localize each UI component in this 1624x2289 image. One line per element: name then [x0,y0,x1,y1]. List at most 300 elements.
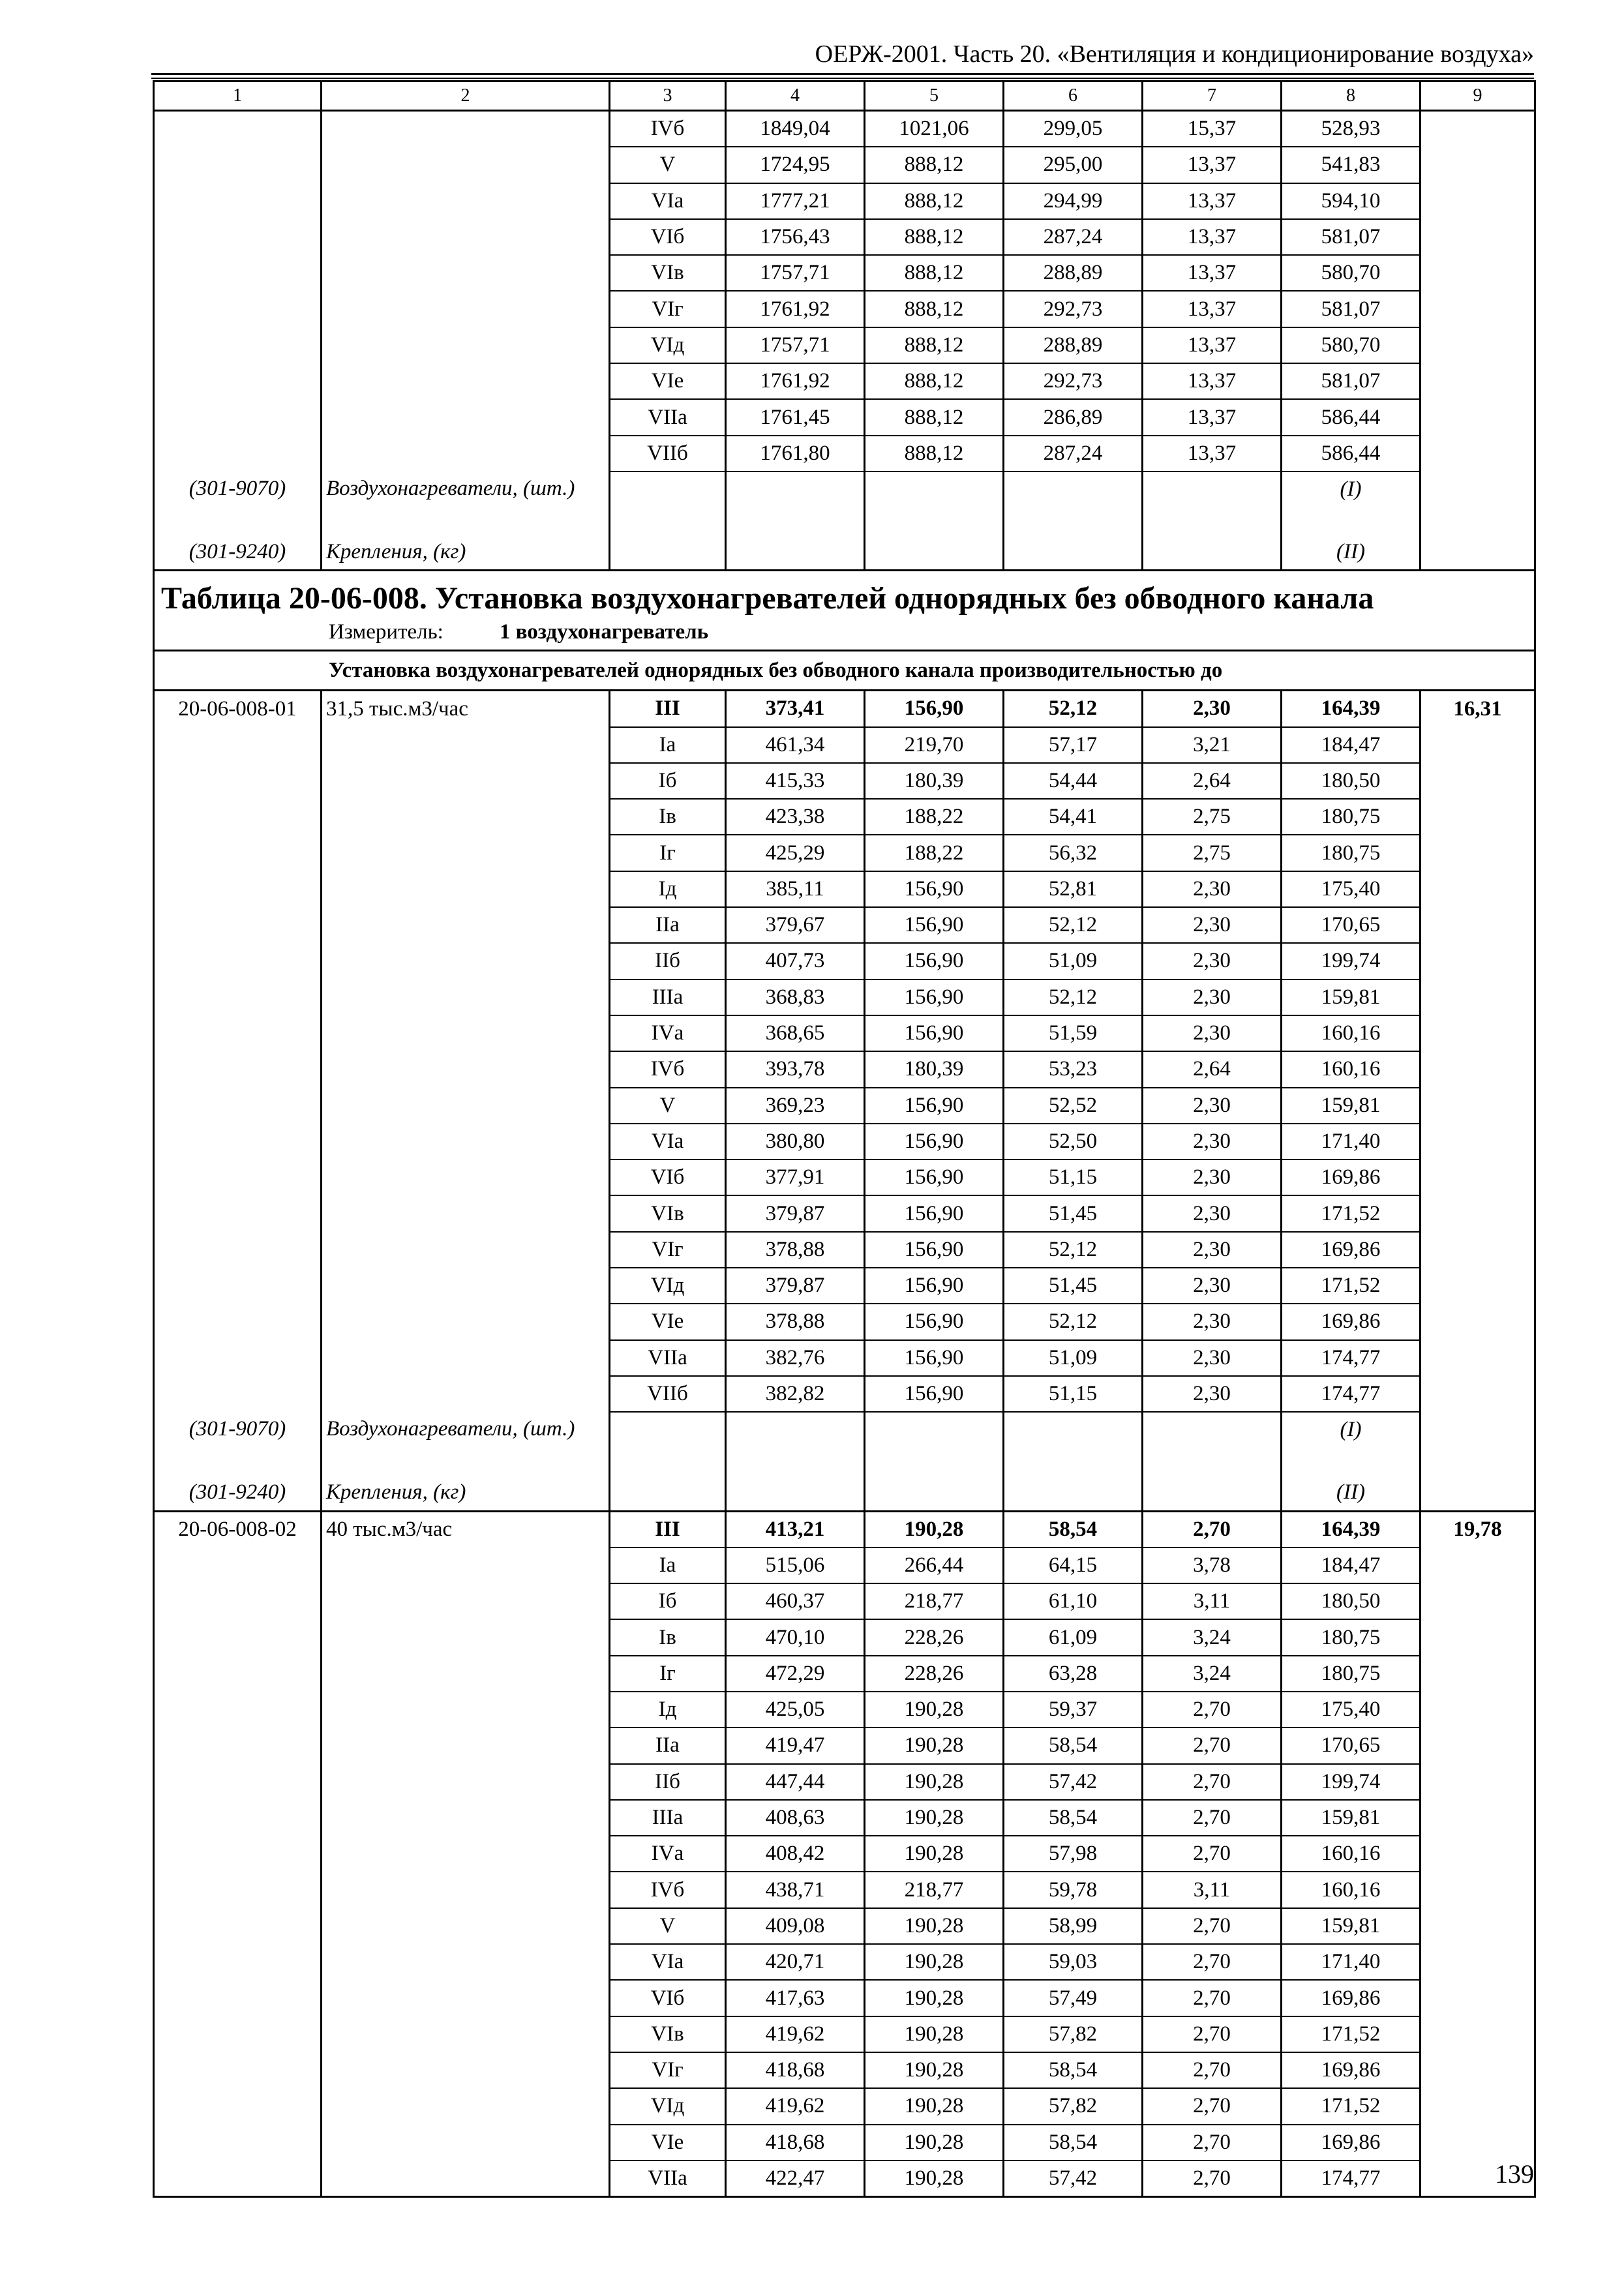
measure-value: 1 воздухонагреватель [499,620,709,644]
operator-wage-cell: 2,70 [1143,2125,1282,2161]
machine-cost-cell: 51,15 [1004,1159,1143,1195]
item-code [154,399,322,435]
labor-hours-cell [1421,1304,1535,1339]
material-cost-cell: 180,50 [1282,1583,1421,1619]
labor-cost-cell: 180,39 [865,1051,1004,1087]
total-cost-cell: 425,29 [726,835,865,871]
item-code: 20-06-008-01 [154,691,322,727]
labor-hours-cell [1421,1692,1535,1728]
zone-cell: Iд [610,1692,726,1728]
zone-cell: VIв [610,255,726,291]
empty-cell [1421,1412,1535,1475]
item-name [322,1304,610,1339]
empty-cell [726,535,865,571]
machine-cost-cell: 58,54 [1004,1728,1143,1763]
table-row [154,727,1535,763]
labor-hours-cell [1421,147,1535,183]
column-number: 4 [726,82,865,111]
zone-cell: VIд [610,327,726,363]
material-name: Крепления, (кг) [322,535,610,571]
labor-cost-cell: 180,39 [865,763,1004,799]
zone-cell: Iа [610,1548,726,1583]
table-row [154,1124,1535,1159]
item-code [154,255,322,291]
material-cost-cell: 581,07 [1282,363,1421,399]
operator-wage-cell: 2,70 [1143,1692,1282,1728]
material-cost-cell: 160,16 [1282,1015,1421,1051]
empty-cell [1421,471,1535,535]
material-cost-cell: 159,81 [1282,1088,1421,1124]
page-number: 139 [1495,2159,1534,2189]
labor-cost-cell: 188,22 [865,835,1004,871]
labor-cost-cell: 1021,06 [865,111,1004,147]
machine-cost-cell: 54,41 [1004,799,1143,835]
material-cost-cell: 169,86 [1282,1159,1421,1195]
table-row [154,1619,1535,1655]
material-code: (301-9070) [154,1412,322,1475]
item-name [322,1800,610,1836]
labor-hours-cell [1421,1583,1535,1619]
item-code [154,1980,322,2016]
item-code [154,943,322,979]
table-row [154,255,1535,291]
total-cost-cell: 1757,71 [726,327,865,363]
operator-wage-cell: 2,70 [1143,2016,1282,2052]
item-name [322,1268,610,1304]
zone-cell: VIб [610,1159,726,1195]
total-cost-cell: 1757,71 [726,255,865,291]
labor-cost-cell: 156,90 [865,1015,1004,1051]
material-cost-cell: 159,81 [1282,980,1421,1015]
item-code [154,1340,322,1376]
table-row [154,763,1535,799]
zone-cell: IVб [610,1872,726,1908]
table-row [154,1944,1535,1980]
operator-wage-cell: 2,70 [1143,1728,1282,1763]
material-cost-cell: 171,40 [1282,1124,1421,1159]
total-cost-cell: 470,10 [726,1619,865,1655]
labor-cost-cell: 188,22 [865,799,1004,835]
item-name [322,763,610,799]
item-name [322,2052,610,2088]
item-code [154,291,322,327]
material-cost-cell: 169,86 [1282,1304,1421,1339]
zone-cell: IVа [610,1836,726,1872]
operator-wage-cell: 2,70 [1143,1511,1282,1548]
zone-cell: VIа [610,1124,726,1159]
material-cost-cell: 159,81 [1282,1800,1421,1836]
column-number: 3 [610,82,726,111]
machine-cost-cell: 288,89 [1004,255,1143,291]
operator-wage-cell: 15,37 [1143,111,1282,147]
item-code [154,1908,322,1944]
labor-cost-cell: 156,90 [865,1232,1004,1268]
zone-cell: VIIа [610,399,726,435]
empty-cell [865,1412,1004,1475]
item-code: 20-06-008-02 [154,1511,322,1548]
labor-cost-cell: 190,28 [865,2016,1004,2052]
material-cost-cell: 175,40 [1282,1692,1421,1728]
table-row [154,943,1535,979]
total-cost-cell: 377,91 [726,1159,865,1195]
item-code [154,327,322,363]
item-code [154,2016,322,2052]
empty-cell [1143,1412,1282,1475]
machine-cost-cell: 56,32 [1004,835,1143,871]
item-name [322,1619,610,1655]
item-code [154,1872,322,1908]
operator-wage-cell: 2,30 [1143,1195,1282,1231]
item-name [322,1944,610,1980]
total-cost-cell: 423,38 [726,799,865,835]
labor-hours-cell [1421,1340,1535,1376]
zone-cell: III [610,1511,726,1548]
column-number: 1 [154,82,322,111]
zone-cell: VIв [610,1195,726,1231]
table-title: Таблица 20-06-008. Установка воздухонагревателей однорядных без обводного канала [161,581,1374,616]
zone-cell: VIIа [610,2161,726,2197]
item-code [154,363,322,399]
table-row [154,1159,1535,1195]
labor-cost-cell: 190,28 [865,1980,1004,2016]
material-cost-cell: 175,40 [1282,871,1421,907]
item-code [154,1015,322,1051]
item-code [154,1619,322,1655]
column-number: 7 [1143,82,1282,111]
operator-wage-cell: 2,70 [1143,1836,1282,1872]
total-cost-cell: 425,05 [726,1692,865,1728]
total-cost-cell: 413,21 [726,1511,865,1548]
table-row [154,363,1535,399]
machine-cost-cell: 58,54 [1004,1800,1143,1836]
labor-cost-cell: 190,28 [865,1764,1004,1800]
table-row [154,980,1535,1015]
table-row [154,1764,1535,1800]
machine-cost-cell: 52,12 [1004,980,1143,1015]
labor-cost-cell: 190,28 [865,1728,1004,1763]
material-code: (301-9070) [154,471,322,535]
item-name [322,1124,610,1159]
zone-cell: Iв [610,1619,726,1655]
item-code [154,1088,322,1124]
labor-hours-cell [1421,1619,1535,1655]
material-cost-cell: 184,47 [1282,727,1421,763]
labor-cost-cell: 156,90 [865,1268,1004,1304]
operator-wage-cell: 2,30 [1143,1159,1282,1195]
operator-wage-cell: 2,30 [1143,943,1282,979]
total-cost-cell: 447,44 [726,1764,865,1800]
table-row [154,1268,1535,1304]
labor-hours-cell [1421,436,1535,471]
machine-cost-cell: 61,09 [1004,1619,1143,1655]
zone-cell: VIб [610,1980,726,2016]
operator-wage-cell: 2,75 [1143,799,1282,835]
column-number: 5 [865,82,1004,111]
item-name [322,255,610,291]
labor-hours-cell [1421,2088,1535,2124]
labor-cost-cell: 888,12 [865,219,1004,255]
labor-cost-cell: 156,90 [865,1124,1004,1159]
material-cost-cell: 180,50 [1282,763,1421,799]
item-name [322,799,610,835]
labor-hours-cell [1421,1088,1535,1124]
item-name [322,1232,610,1268]
item-name [322,1015,610,1051]
empty-cell [865,535,1004,571]
total-cost-cell: 382,76 [726,1340,865,1376]
item-code [154,1548,322,1583]
zone-cell: IVб [610,1051,726,1087]
total-cost-cell: 418,68 [726,2052,865,2088]
table-row [154,1872,1535,1908]
labor-hours-cell [1421,1548,1535,1583]
table-row [154,871,1535,907]
zone-cell: Iд [610,871,726,907]
column-number-row [154,82,1535,111]
labor-hours-cell [1421,1764,1535,1800]
machine-cost-cell: 51,59 [1004,1015,1143,1051]
item-code [154,1124,322,1159]
machine-cost-cell: 51,45 [1004,1268,1143,1304]
labor-hours-cell [1421,1159,1535,1195]
operator-wage-cell: 2,30 [1143,871,1282,907]
material-cost-cell: 171,40 [1282,1944,1421,1980]
labor-hours-cell [1421,2052,1535,2088]
labor-hours-cell [1421,799,1535,835]
material-cost-cell: 169,86 [1282,2052,1421,2088]
labor-hours-cell [1421,1195,1535,1231]
labor-hours-cell [1421,835,1535,871]
material-cost-cell: 594,10 [1282,183,1421,219]
zone-cell: VIе [610,1304,726,1339]
table-row [154,1800,1535,1836]
zone-cell: IIа [610,907,726,943]
labor-hours-cell [1421,1051,1535,1087]
labor-hours-cell: 16,31 [1421,691,1535,727]
table-row [154,2052,1535,2088]
zone-cell: VIг [610,2052,726,2088]
machine-cost-cell: 57,42 [1004,2161,1143,2197]
item-code [154,436,322,471]
zone-cell: Iа [610,727,726,763]
rates-table-body [154,82,1535,2197]
item-code [154,1232,322,1268]
table-row [154,1980,1535,2016]
material-cost-cell: 180,75 [1282,1656,1421,1692]
machine-cost-cell: 52,12 [1004,907,1143,943]
labor-hours-cell [1421,219,1535,255]
item-name [322,1159,610,1195]
item-name [322,2125,610,2161]
labor-hours-cell [1421,2016,1535,2052]
machine-cost-cell: 299,05 [1004,111,1143,147]
material-cost-cell: 581,07 [1282,291,1421,327]
empty-cell [1004,1475,1143,1511]
operator-wage-cell: 13,37 [1143,219,1282,255]
table-row [154,1836,1535,1872]
table-row [154,835,1535,871]
labor-cost-cell: 190,28 [865,1800,1004,1836]
item-code [154,2052,322,2088]
operator-wage-cell: 3,24 [1143,1619,1282,1655]
machine-cost-cell: 57,82 [1004,2088,1143,2124]
empty-cell [1004,535,1143,571]
table-row [154,691,1535,727]
total-cost-cell: 380,80 [726,1124,865,1159]
table-row [154,799,1535,835]
material-cost-cell: 580,70 [1282,327,1421,363]
labor-cost-cell: 228,26 [865,1619,1004,1655]
item-code [154,183,322,219]
material-cost-cell: 160,16 [1282,1872,1421,1908]
labor-cost-cell: 888,12 [865,291,1004,327]
zone-cell: Iв [610,799,726,835]
table-title-cell [154,571,1535,651]
material-cost-cell: 174,77 [1282,1376,1421,1412]
material-cost-cell: 528,93 [1282,111,1421,147]
operator-wage-cell: 2,64 [1143,1051,1282,1087]
table-row [154,111,1535,147]
total-cost-cell: 409,08 [726,1908,865,1944]
operator-wage-cell: 2,70 [1143,2161,1282,2197]
zone-cell: Iб [610,763,726,799]
labor-hours-cell [1421,327,1535,363]
labor-cost-cell: 219,70 [865,727,1004,763]
zone-cell: IVа [610,1015,726,1051]
empty-cell [610,1412,726,1475]
item-code [154,799,322,835]
item-name [322,1088,610,1124]
operator-wage-cell: 3,11 [1143,1872,1282,1908]
labor-hours-cell [1421,1836,1535,1872]
operator-wage-cell: 2,70 [1143,1980,1282,2016]
labor-hours-cell [1421,871,1535,907]
operator-wage-cell: 13,37 [1143,183,1282,219]
table-row [154,1376,1535,1412]
item-name [322,835,610,871]
table-row [154,1583,1535,1619]
empty-cell [610,1475,726,1511]
total-cost-cell: 418,68 [726,2125,865,2161]
zone-cell: VIб [610,219,726,255]
labor-hours-cell [1421,111,1535,147]
table-title-row [154,571,1535,651]
item-name [322,1692,610,1728]
material-cost-cell: 180,75 [1282,799,1421,835]
labor-hours-cell [1421,727,1535,763]
total-cost-cell: 438,71 [726,1872,865,1908]
labor-cost-cell: 190,28 [865,2125,1004,2161]
labor-cost-cell: 190,28 [865,2052,1004,2088]
labor-hours-cell [1421,943,1535,979]
material-cost-cell: 164,39 [1282,691,1421,727]
machine-cost-cell: 51,45 [1004,1195,1143,1231]
operator-wage-cell: 2,30 [1143,1340,1282,1376]
operator-wage-cell: 2,70 [1143,1944,1282,1980]
material-cost-cell: 580,70 [1282,255,1421,291]
labor-hours-cell [1421,399,1535,435]
item-name [322,980,610,1015]
zone-cell: VIа [610,183,726,219]
labor-hours-cell [1421,1728,1535,1763]
measure-label: Измеритель: [329,620,444,644]
labor-cost-cell: 156,90 [865,1159,1004,1195]
item-name [322,1051,610,1087]
zone-cell: IIб [610,1764,726,1800]
rates-table [153,80,1536,2198]
zone-cell: V [610,147,726,183]
operator-wage-cell: 2,30 [1143,1268,1282,1304]
labor-cost-cell: 190,28 [865,1511,1004,1548]
item-code [154,1728,322,1763]
empty-cell [610,535,726,571]
item-name [322,871,610,907]
item-code [154,2088,322,2124]
machine-cost-cell: 52,81 [1004,871,1143,907]
total-cost-cell: 369,23 [726,1088,865,1124]
table-row [154,1908,1535,1944]
item-code [154,1051,322,1087]
machine-cost-cell: 58,99 [1004,1908,1143,1944]
machine-cost-cell: 58,54 [1004,2125,1143,2161]
labor-cost-cell: 888,12 [865,147,1004,183]
item-name [322,2088,610,2124]
machine-cost-cell: 64,15 [1004,1548,1143,1583]
item-code [154,1800,322,1836]
labor-hours-cell [1421,1015,1535,1051]
table-row [154,1728,1535,1763]
item-code [154,1195,322,1231]
item-code [154,1376,322,1412]
operator-wage-cell: 2,70 [1143,1908,1282,1944]
operator-wage-cell: 2,30 [1143,1015,1282,1051]
operator-wage-cell: 2,30 [1143,691,1282,727]
machine-cost-cell: 61,10 [1004,1583,1143,1619]
zone-cell: IIIа [610,1800,726,1836]
item-code [154,2161,322,2197]
labor-hours-cell [1421,907,1535,943]
total-cost-cell: 407,73 [726,943,865,979]
operator-wage-cell: 2,30 [1143,1304,1282,1339]
machine-cost-cell: 295,00 [1004,147,1143,183]
operator-wage-cell: 13,37 [1143,399,1282,435]
material-cost-cell: 171,52 [1282,1195,1421,1231]
labor-hours-cell [1421,980,1535,1015]
material-value: (II) [1282,1475,1421,1511]
labor-hours-cell [1421,1800,1535,1836]
column-number: 6 [1004,82,1143,111]
empty-cell [1143,535,1282,571]
zone-cell: VIе [610,363,726,399]
operator-wage-cell: 2,30 [1143,907,1282,943]
total-cost-cell: 420,71 [726,1944,865,1980]
labor-hours-cell [1421,1872,1535,1908]
header-rule [151,73,1534,75]
operator-wage-cell: 13,37 [1143,147,1282,183]
total-cost-cell: 379,67 [726,907,865,943]
labor-cost-cell: 190,28 [865,1908,1004,1944]
zone-cell: VIIб [610,436,726,471]
item-name: 40 тыс.м3/час [322,1511,610,1548]
total-cost-cell: 393,78 [726,1051,865,1087]
machine-cost-cell: 63,28 [1004,1656,1143,1692]
table-row [154,1692,1535,1728]
item-name [322,1340,610,1376]
operator-wage-cell: 2,70 [1143,1800,1282,1836]
total-cost-cell: 419,62 [726,2088,865,2124]
material-row [154,471,1535,535]
item-name [322,943,610,979]
